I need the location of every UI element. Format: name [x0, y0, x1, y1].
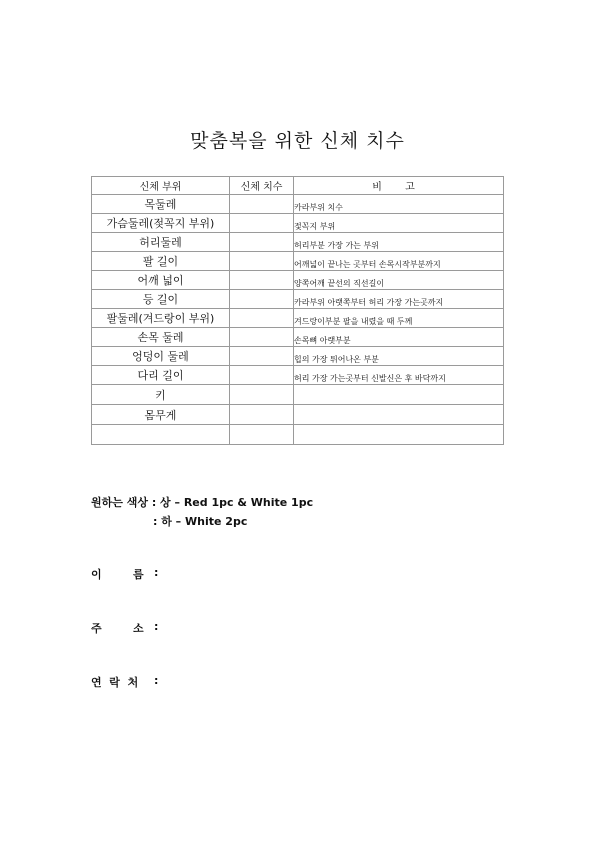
- body-part-cell: 다리 길이: [92, 366, 230, 385]
- body-part-cell: 가슴둘레(젖꼭지 부위): [92, 214, 230, 233]
- header-body-size: 신체 치수: [230, 177, 294, 195]
- remark-cell: 카라부위 치수: [294, 195, 504, 214]
- table-row: [92, 347, 504, 366]
- body-part-cell: 목둘레: [92, 195, 230, 214]
- address-label-1: 주: [91, 622, 102, 635]
- table-row: [92, 309, 504, 328]
- contact-colon: :: [154, 674, 159, 687]
- body-part-cell: 허리둘레: [92, 233, 230, 252]
- remark-cell: 젖꼭지 부위: [294, 214, 504, 233]
- body-part-cell: 몸무게: [92, 405, 230, 425]
- table-row: [92, 290, 504, 309]
- body-size-cell[interactable]: [230, 233, 294, 252]
- table-row: [92, 195, 504, 214]
- body-part-cell: 팔 길이: [92, 252, 230, 271]
- body-size-cell[interactable]: [230, 252, 294, 271]
- contact-label: 연 락 처: [91, 676, 139, 689]
- table-row: [92, 385, 504, 405]
- name-label-1: 이: [91, 568, 102, 581]
- table-row: [92, 233, 504, 252]
- header-body-part: 신체 부위: [92, 177, 230, 195]
- table-row: [92, 252, 504, 271]
- body-size-cell[interactable]: [230, 271, 294, 290]
- header-remarks: 비 고: [294, 177, 504, 195]
- remark-cell: 손목뼈 아랫부분: [294, 328, 504, 347]
- address-colon: :: [154, 620, 159, 633]
- table-row: [92, 366, 504, 385]
- measurement-table: [91, 176, 504, 445]
- body-size-cell[interactable]: [230, 385, 294, 405]
- desired-color-bottom: : 하 – White 2pc: [153, 515, 248, 528]
- body-size-cell[interactable]: [230, 425, 294, 445]
- remark-cell: [294, 425, 504, 445]
- desired-color-line-1: [91, 494, 313, 510]
- body-size-cell[interactable]: [230, 347, 294, 366]
- body-part-cell: 등 길이: [92, 290, 230, 309]
- remark-cell: 어깨넓이 끝나는 곳부터 손목시작부분까지: [294, 252, 504, 271]
- address-label-2: 소: [133, 622, 144, 635]
- body-part-cell: 어깨 넓이: [92, 271, 230, 290]
- remark-cell: 허리 가장 가는곳부터 신발신은 후 바닥까지: [294, 366, 504, 385]
- table-row: [92, 214, 504, 233]
- body-size-cell[interactable]: [230, 309, 294, 328]
- name-label-2: 름: [133, 568, 144, 581]
- body-part-cell: 손목 둘레: [92, 328, 230, 347]
- body-part-cell: [92, 425, 230, 445]
- table-row: [92, 271, 504, 290]
- table-header-row: [92, 177, 504, 195]
- body-size-cell[interactable]: [230, 405, 294, 425]
- remark-cell: [294, 385, 504, 405]
- remark-cell: 힙의 가장 튀어나온 부분: [294, 347, 504, 366]
- table-row: [92, 328, 504, 347]
- remark-cell: 겨드랑이부분 팔을 내렸을 때 두께: [294, 309, 504, 328]
- name-colon: :: [154, 566, 159, 579]
- remark-cell: 허리부분 가장 가는 부위: [294, 233, 504, 252]
- body-part-cell: 팔둘레(겨드랑이 부위): [92, 309, 230, 328]
- body-part-cell: 키: [92, 385, 230, 405]
- table-row: [92, 405, 504, 425]
- table-row: [92, 425, 504, 445]
- page-title: 맞춤복을 위한 신체 치수: [190, 130, 405, 152]
- remark-cell: 카라부위 아랫쪽부터 허리 가장 가는곳까지: [294, 290, 504, 309]
- remark-cell: [294, 405, 504, 425]
- body-size-cell[interactable]: [230, 328, 294, 347]
- remark-cell: 양쪽어깨 끝선의 직선길이: [294, 271, 504, 290]
- body-size-cell[interactable]: [230, 290, 294, 309]
- desired-color-label: 원하는 색상: [91, 496, 148, 509]
- desired-color-top: : 상 – Red 1pc & White 1pc: [151, 496, 314, 509]
- body-size-cell[interactable]: [230, 214, 294, 233]
- body-size-cell[interactable]: [230, 366, 294, 385]
- body-part-cell: 엉덩이 둘레: [92, 347, 230, 366]
- body-size-cell[interactable]: [230, 195, 294, 214]
